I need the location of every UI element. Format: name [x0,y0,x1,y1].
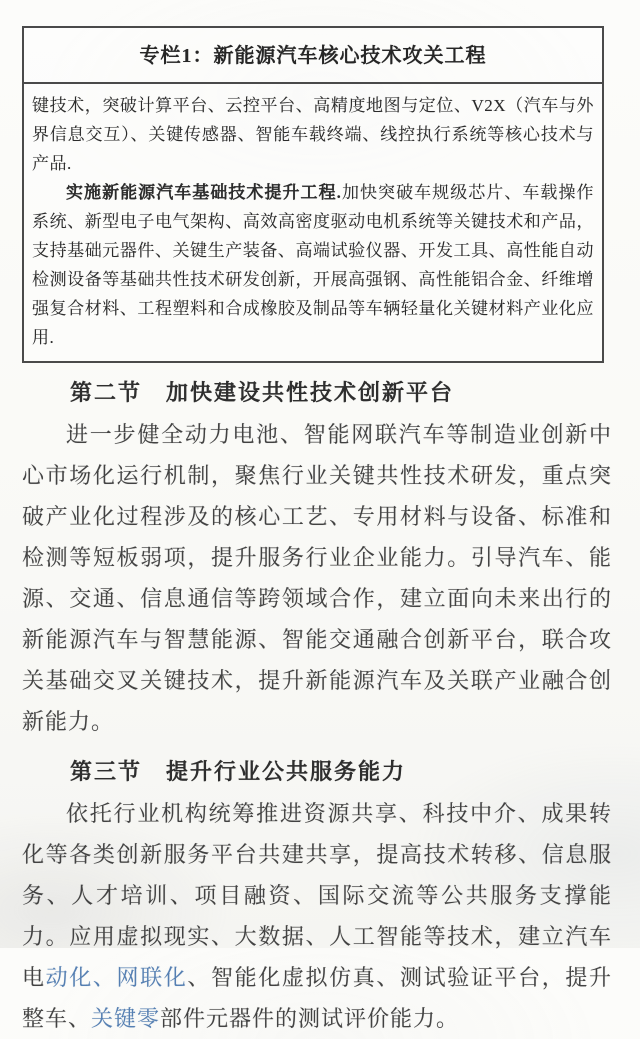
callout-box-body [24,84,602,361]
text-run: 、智能化虚拟仿真、测试验证平台，提升整车、 [22,965,612,1031]
section-3-heading: 第三节 提升行业公共服务能力 [70,759,407,784]
callout-box [22,26,604,363]
project-rest-text: 加快突破车规级芯片、车载操作系统、新型电子电气架构、高效高密度驱动电机系统等关键技术和产品，支持基础元器件、关键生产装备、高端试验仪器、开发工具、高性能自动检测设备等基础共性技术研发创新，开展高强钢、高性能铝合金、纤维增强复合材料、工程塑料和合成橡胶及制品等车辆轻量化关键材料产业化应用. [32,183,595,347]
project-lead-text: 实施新能源汽车基础技术提升工程. [66,183,342,202]
highlighted-text-run: 动化、网联化 [45,965,188,990]
callout-project-paragraph [32,178,594,352]
section-3-paragraph [22,793,612,1039]
section-2-paragraph: 进一步健全动力电池、智能网联汽车等制造业创新中心市场化运行机制，聚焦行业关键共性技术研发，重点突破产业化过程涉及的核心工艺、专用材料与设备、标准和检测等短板弱项，提升服务行业企业能力。引导汽车、能源、交通、信息通信等跨领域合作，建立面向未来出行的新能源汽车与智慧能源、智能交通融合创新平台，联合攻关基础交叉关键技术，提升新能源汽车及关联产业融合创新能力。 [22,422,612,734]
text-run: 依托行业机构统筹推进资源共享、科技中介、成果转化等各类创新服务平台共建共享，提高技术转移、信息服务、人才培训、项目融资、国际交流等公共服务支撑能力。应用虚拟现实、大数据、人工智能等技术，建立汽车电 [22,801,612,990]
text-run: 部件元器件的测试评价能力。 [160,1006,460,1031]
highlighted-text-run: 关键零 [91,1006,161,1031]
callout-box-title: 专栏1：新能源汽车核心技术攻关工程 [24,28,602,84]
section-2-heading: 第二节 加快建设共性技术创新平台 [70,380,455,405]
callout-continuation-paragraph: 键技术，突破计算平台、云控平台、高精度地图与定位、V2X（汽车与外界信息交互）、关键传感器、智能车载终端、线控执行系统等核心技术与产品. [32,96,594,173]
